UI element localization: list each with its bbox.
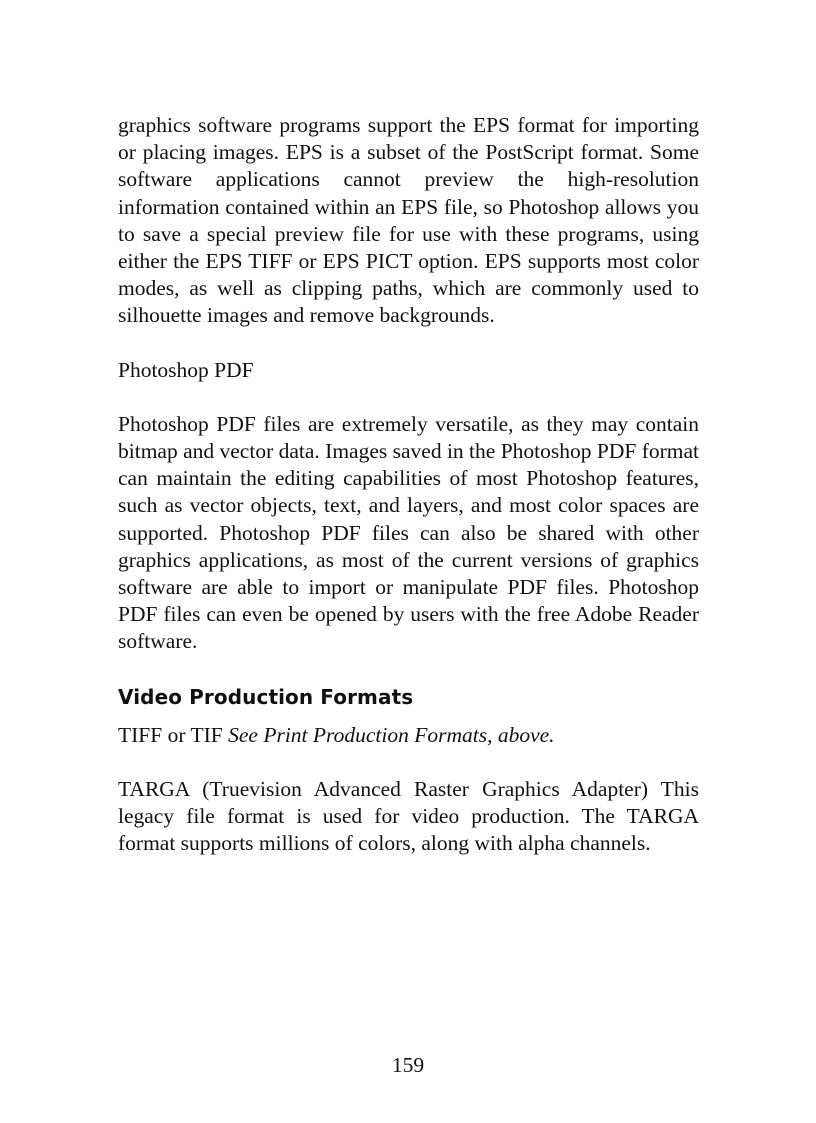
page-number: 159 xyxy=(391,1053,425,1077)
photoshop-pdf-paragraph: Photoshop PDF files are extremely versatile, as they may contain bitmap and vector data. Images saved in the Photoshop PDF format can maintain the editing capabilities of most Photoshop features, such as vector objects, text, and layers, and most color spaces are supported. Photoshop PDF files can also be shared with other graphics applications, as most of the current versions of graphics software are able to import or manipulate PDF files. Photoshop PDF files can even be opened by users with the free Adobe Reader software. xyxy=(118,411,699,654)
targa-paragraph: TARGA (Truevision Advanced Raster Graphics Adapter) This legacy file format is used for video production. The TARGA format supports millions of colors, along with alpha channels. xyxy=(118,776,699,856)
eps-continuation-paragraph: graphics software programs support the EPS format for importing or placing images. EPS is a subset of the PostScript format. Some software applications cannot preview the high-resolution information contained within an EPS file, so Photoshop allows you to save a special preview file for use with these programs, using either the EPS TIFF or EPS PICT option. EPS supports most color modes, as well as clipping paths, which are commonly used to silhouette images and remove backgrounds. xyxy=(118,113,699,328)
tiff-label: TIFF or TIF xyxy=(118,722,223,747)
tiff-paragraph xyxy=(118,722,699,749)
page-body xyxy=(118,112,699,857)
tiff-reference: See Print Production Formats, above. xyxy=(228,722,555,747)
photoshop-pdf-title: Photoshop PDF xyxy=(118,357,254,382)
video-production-formats-heading: Video Production Formats xyxy=(118,684,414,709)
